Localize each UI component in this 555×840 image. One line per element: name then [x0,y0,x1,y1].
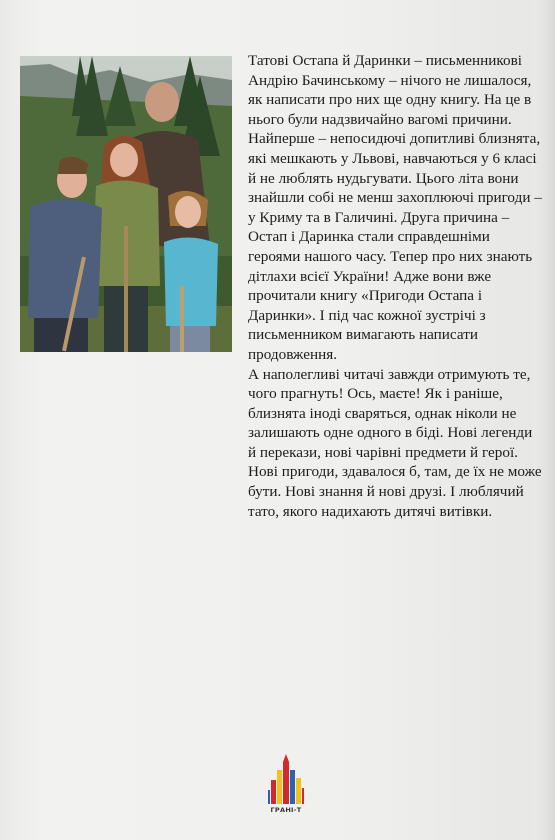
family-photo [20,56,232,352]
blurb-paragraph: А наполегливі читачі завжди отримують те, чого прагнуть! Ось, маєте! Як і раніше, близнята іноді сваряться, однак ніколи не залишають одне одного в біді. Нові легенди й перекази, нові чарівні предмети й герої. Нові пригоди, здавалося б, там, де їх не може бути. Нові знання й нові друзі. І люблячий тато, якого надихають дитячі витівки. [248,365,542,520]
publisher-name: ГРАНІ-Т [270,806,302,814]
back-cover-blurb [248,51,544,521]
blurb-paragraph: Татові Остапа й Даринки – письменникові Андрію Бачинському – нічого не лишалося, як написати про них ще одну книгу. На це в нього були надзвичайно вагомі причини. Найперше – непосидючі допитливі близнята, які мешкають у Львові, навчаються у 6 класі й не люблять нудьгувати. Цього літа вони знайшли собі не менш захоплюючі пригоди – у Криму та в Галичині. Друга причина – Остап і Даринка стали справдешніми героями нашого часу. Тепер про них знають дітлахи всієї України! Адже вони вже прочитали книгу «Пригоди Остапа і Даринки». І під час кожної зустрічі з письменником вимагають написати продовження. [248,52,542,363]
publisher-logo-icon [268,752,304,814]
